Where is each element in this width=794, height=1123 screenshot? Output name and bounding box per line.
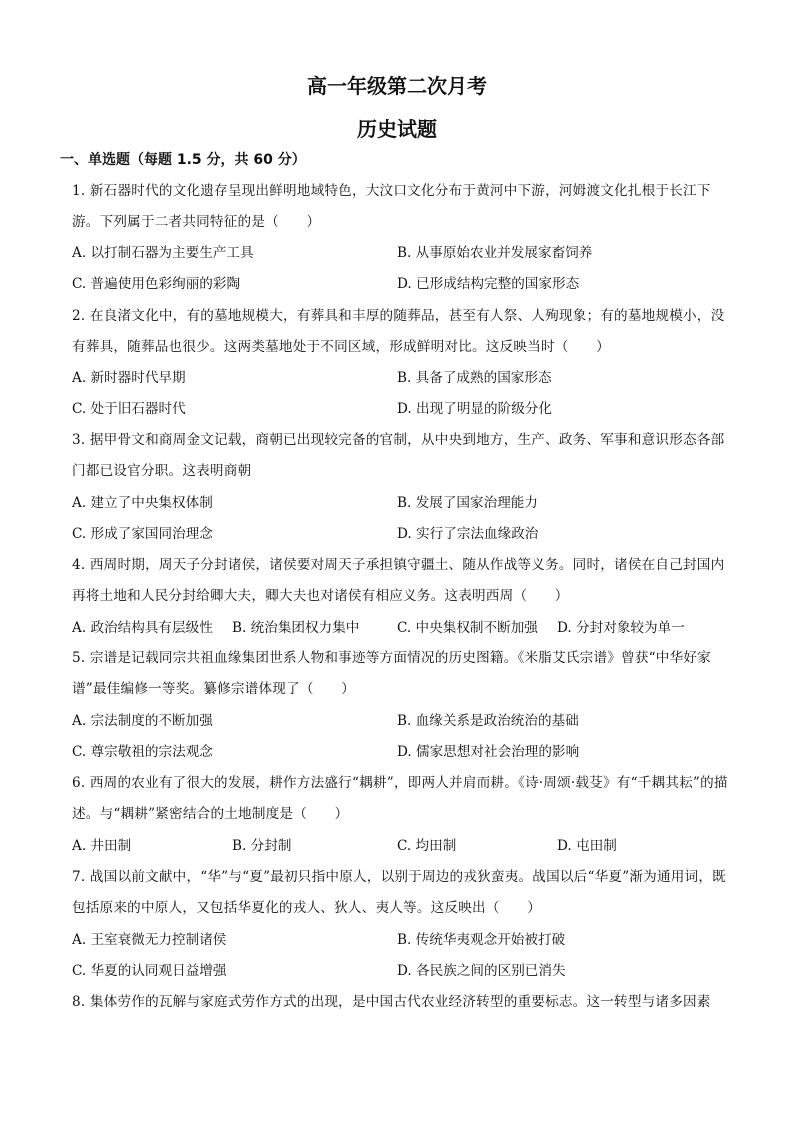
question-4-options bbox=[72, 613, 732, 644]
question-4-stem: 4. 西周时期，周天子分封诸侯，诸侯要对周天子承担镇守疆土、随从作战等义务。同时，诸侯在自己封国内再将土地和人民分封给卿大夫，卿大夫也对诸侯有相应义务。这表明西周（ ） bbox=[72, 557, 725, 604]
question-4-option-a[interactable]: A. 政治结构具有层级性 bbox=[72, 620, 213, 636]
question-5-option-a[interactable]: A. 宗法制度的不断加强 bbox=[72, 713, 213, 729]
question-1-option-c[interactable]: C. 普遍使用色彩绚丽的彩陶 bbox=[72, 276, 241, 292]
question-5-options-row1 bbox=[72, 706, 732, 737]
question-4-option-b[interactable]: B. 统治集团权力集中 bbox=[232, 620, 360, 636]
question-1-options-row2 bbox=[72, 269, 732, 300]
question-3-options-row2 bbox=[72, 519, 732, 550]
section-heading: 一、单选题（每题 1.5 分，共 60 分） bbox=[60, 152, 306, 168]
question-1-options-row1 bbox=[72, 238, 732, 269]
question-2-options-row2 bbox=[72, 394, 732, 425]
question-7-option-d[interactable]: D. 各民族之间的区别已消失 bbox=[397, 963, 566, 979]
question-3-option-b[interactable]: B. 发展了国家治理能力 bbox=[397, 495, 538, 511]
question-1-option-b[interactable]: B. 从事原始农业并发展家畜饲养 bbox=[397, 245, 593, 261]
question-2-option-a[interactable]: A. 新时器时代早期 bbox=[72, 370, 186, 386]
question-6-option-b[interactable]: B. 分封制 bbox=[232, 838, 292, 854]
question-6-stem: 6. 西周的农业有了很大的发展，耕作方法盛行“耦耕”，即两人并肩而耕。《诗·周颂·载芟》有“千耦其耘”的描述。与“耦耕”紧密结合的土地制度是（ ） bbox=[72, 775, 728, 822]
question-3-option-c[interactable]: C. 形成了家国同治理念 bbox=[72, 526, 213, 542]
question-7-options-row2 bbox=[72, 956, 732, 987]
question-7-stem: 7. 战国以前文献中，“华”与“夏”最初只指中原人，以别于周边的戎狄蛮夷。战国以后“华夏”渐为通用词，既包括原来的中原人，又包括华夏化的戎人、狄人、夷人等。这反映出（ ） bbox=[72, 869, 726, 916]
question-5-option-c[interactable]: C. 尊宗敬祖的宗法观念 bbox=[72, 744, 213, 760]
question-4-option-c[interactable]: C. 中央集权制不断加强 bbox=[397, 620, 538, 636]
question-5-option-d[interactable]: D. 儒家思想对社会治理的影响 bbox=[397, 744, 580, 760]
question-5-options-row2 bbox=[72, 737, 732, 768]
question-6-option-c[interactable]: C. 均田制 bbox=[397, 838, 457, 854]
question-7-option-c[interactable]: C. 华夏的认同观日益增强 bbox=[72, 963, 227, 979]
question-3-option-d[interactable]: D. 实行了宗法血缘政治 bbox=[397, 526, 539, 542]
question-2-stem: 2. 在良渚文化中，有的墓地规模大，有葬具和丰厚的随葬品，甚至有人祭、人殉现象；有的墓地规模小，没有葬具，随葬品也很少。这两类墓地处于不同区域，形成鲜明对比。这反映当时（ ） bbox=[72, 308, 725, 355]
question-6-option-a[interactable]: A. 井田制 bbox=[72, 838, 132, 854]
question-6-option-d[interactable]: D. 屯田制 bbox=[557, 838, 617, 854]
question-2-option-c[interactable]: C. 处于旧石器时代 bbox=[72, 401, 186, 417]
question-2-option-b[interactable]: B. 具备了成熟的国家形态 bbox=[397, 370, 552, 386]
question-7-option-a[interactable]: A. 王室衰微无力控制诸侯 bbox=[72, 932, 227, 948]
question-2-options-row1 bbox=[72, 363, 732, 394]
question-5-stem: 5. 宗谱是记载同宗共祖血缘集团世系人物和事迹等方面情况的历史图籍。《米脂艾氏宗谱》曾获“中华好家谱”最佳编修一等奖。纂修宗谱体现了（ ） bbox=[72, 650, 711, 697]
question-3-option-a[interactable]: A. 建立了中央集权体制 bbox=[72, 495, 213, 511]
question-6-options bbox=[72, 831, 732, 862]
question-1-stem: 1. 新石器时代的文化遗存呈现出鲜明地域特色，大汶口文化分布于黄河中下游，河姆渡文化扎根于长江下游。下列属于二者共同特征的是（ ） bbox=[72, 183, 711, 230]
question-7-option-b[interactable]: B. 传统华夷观念开始被打破 bbox=[397, 932, 566, 948]
question-1-option-a[interactable]: A. 以打制石器为主要生产工具 bbox=[72, 245, 254, 261]
question-4-option-d[interactable]: D. 分封对象较为单一 bbox=[557, 620, 685, 636]
question-8-stem: 8. 集体劳作的瓦解与家庭式劳作方式的出现，是中国古代农业经济转型的重要标志。这一转型与诸多因素 bbox=[72, 994, 711, 1010]
question-3-options-row1 bbox=[72, 488, 732, 519]
question-2-option-d[interactable]: D. 出现了明显的阶级分化 bbox=[397, 401, 552, 417]
question-5-option-b[interactable]: B. 血缘关系是政治统治的基础 bbox=[397, 713, 579, 729]
question-3-stem: 3. 据甲骨文和商周金文记载，商朝已出现较完备的官制，从中央到地方，生产、政务、军事和意识形态各部门都已设官分职。这表明商朝 bbox=[72, 432, 725, 479]
exam-subtitle: 历史试题 bbox=[357, 117, 437, 141]
question-1-option-d[interactable]: D. 已形成结构完整的国家形态 bbox=[397, 276, 580, 292]
question-7-options-row1 bbox=[72, 925, 732, 956]
exam-title: 高一年级第二次月考 bbox=[307, 74, 487, 98]
